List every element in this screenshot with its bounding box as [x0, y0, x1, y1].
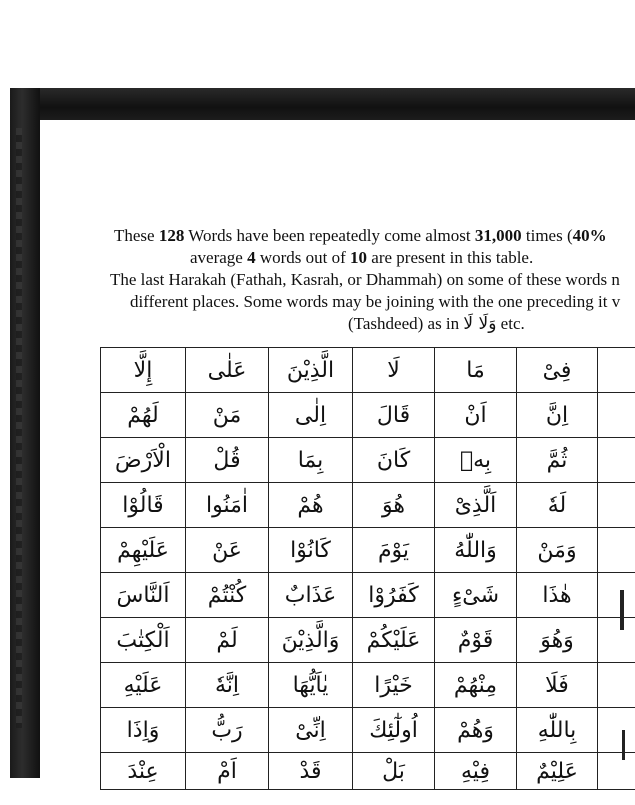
intro-text: These [114, 226, 159, 245]
word-cell: اِنَّ [517, 393, 598, 438]
word-cell: وَالَّذِيْنَ [269, 618, 353, 663]
word-cell: اَلَّذِىْ [435, 483, 517, 528]
word-cell: عَذَابٌ [269, 573, 353, 618]
intro-bold-count: 128 [158, 226, 185, 245]
word-cell: مَنْ [186, 393, 269, 438]
intro-line-5 [108, 313, 635, 335]
word-cell: عَلَيْكُمْ [353, 618, 435, 663]
table-row [101, 573, 635, 618]
word-cell: فَلَا [517, 663, 598, 708]
intro-text: are present in this table. [367, 248, 534, 267]
table-row [101, 348, 635, 393]
table-row [101, 753, 635, 790]
word-cell: قَالُوْا [101, 483, 186, 528]
word-cell [598, 663, 635, 708]
word-cell [598, 438, 635, 483]
table-row [101, 708, 635, 753]
word-cell [598, 528, 635, 573]
word-cell: وَهُوَ [517, 618, 598, 663]
word-cell [598, 708, 635, 753]
intro-line-3: The last Harakah (Fathah, Kasrah, or Dhammah) on some of these words n [110, 270, 620, 289]
word-cell: هٰذَا [517, 573, 598, 618]
word-cell: رَبُّ [186, 708, 269, 753]
word-cell: عَلٰى [186, 348, 269, 393]
intro-text: (Tashdeed) as in [348, 314, 464, 333]
word-cell: لَهُمْ [101, 393, 186, 438]
table-row [101, 618, 635, 663]
word-cell: وَاللّٰهُ [435, 528, 517, 573]
intro-text: words out of [255, 248, 351, 267]
table-row [101, 528, 635, 573]
word-cell: اَنْ [435, 393, 517, 438]
word-cell: قَالَ [353, 393, 435, 438]
word-cell: قَوْمٌ [435, 618, 517, 663]
word-cell: بِمَا [269, 438, 353, 483]
intro-line-4: different places. Some words may be joining with the one preceding it v [130, 292, 621, 311]
intro-text: Words have been repeatedly come almost [184, 226, 475, 245]
word-cell: بِاللّٰهِ [517, 708, 598, 753]
intro-line-2 [108, 247, 635, 269]
word-table-body [101, 348, 635, 790]
word-cell: اِنِّىْ [269, 708, 353, 753]
intro-arabic-example: وَلَا لَا [463, 314, 497, 334]
intro-bold-ten: 10 [350, 248, 368, 267]
word-cell [598, 483, 635, 528]
word-cell: الْاَرْضَ [101, 438, 186, 483]
word-cell: وَهُمْ [435, 708, 517, 753]
word-table [100, 347, 635, 790]
word-cell: قَدْ [269, 753, 353, 790]
word-cell [598, 348, 635, 393]
word-cell: إِلَّا [101, 348, 186, 393]
intro-text: times ( [521, 226, 573, 245]
word-cell: قُلْ [186, 438, 269, 483]
word-cell: عِنْدَ [101, 753, 186, 790]
word-cell: كُنْتُمْ [186, 573, 269, 618]
table-row [101, 393, 635, 438]
word-cell: عَلِيْمٌ [517, 753, 598, 790]
word-cell: فِيْهِ [435, 753, 517, 790]
word-cell: الَّذِيْنَ [269, 348, 353, 393]
intro-paragraph [108, 225, 635, 335]
word-cell: مِنْهُمْ [435, 663, 517, 708]
word-cell: عَنْ [186, 528, 269, 573]
intro-line-1 [108, 225, 635, 247]
word-cell [598, 393, 635, 438]
intro-bold-percent: 40% [572, 226, 607, 245]
word-cell: عَلَيْهِمْ [101, 528, 186, 573]
word-cell [598, 573, 635, 618]
word-cell: هُوَ [353, 483, 435, 528]
word-cell: بَلْ [353, 753, 435, 790]
word-cell: لَمْ [186, 618, 269, 663]
word-cell: بِهٖ [435, 438, 517, 483]
word-cell: اِنَّهٗ [186, 663, 269, 708]
word-cell: اَمْ [186, 753, 269, 790]
intro-bold-times: 31,000 [474, 226, 522, 245]
word-cell: اُولٰٓئِكَ [353, 708, 435, 753]
word-cell: اٰمَنُوا [186, 483, 269, 528]
word-cell: هُمْ [269, 483, 353, 528]
word-cell: لَا [353, 348, 435, 393]
table-row [101, 663, 635, 708]
word-cell: يٰاَيُّهَا [269, 663, 353, 708]
scan-left-edge [10, 88, 40, 778]
word-cell [598, 753, 635, 790]
word-cell: ثُمَّ [517, 438, 598, 483]
word-cell: وَمَنْ [517, 528, 598, 573]
word-cell: فِىْ [517, 348, 598, 393]
intro-text: average [190, 248, 248, 267]
word-cell: اَلنَّاسَ [101, 573, 186, 618]
word-cell [598, 618, 635, 663]
word-cell: خَيْرًا [353, 663, 435, 708]
word-cell: شَىْءٍ [435, 573, 517, 618]
word-cell: كَانُوْا [269, 528, 353, 573]
scan-top-edge [10, 88, 635, 120]
word-cell: وَاِذَا [101, 708, 186, 753]
word-cell: كَفَرُوْا [353, 573, 435, 618]
word-cell: يَوْمَ [353, 528, 435, 573]
table-row [101, 438, 635, 483]
word-cell: كَانَ [353, 438, 435, 483]
table-row [101, 483, 635, 528]
word-cell: عَلَيْهِ [101, 663, 186, 708]
word-cell: اِلٰى [269, 393, 353, 438]
intro-bold-four: 4 [247, 248, 256, 267]
intro-text: etc. [496, 314, 525, 333]
word-cell: اَلْكِتٰبَ [101, 618, 186, 663]
word-cell: لَهٗ [517, 483, 598, 528]
word-cell: مَا [435, 348, 517, 393]
